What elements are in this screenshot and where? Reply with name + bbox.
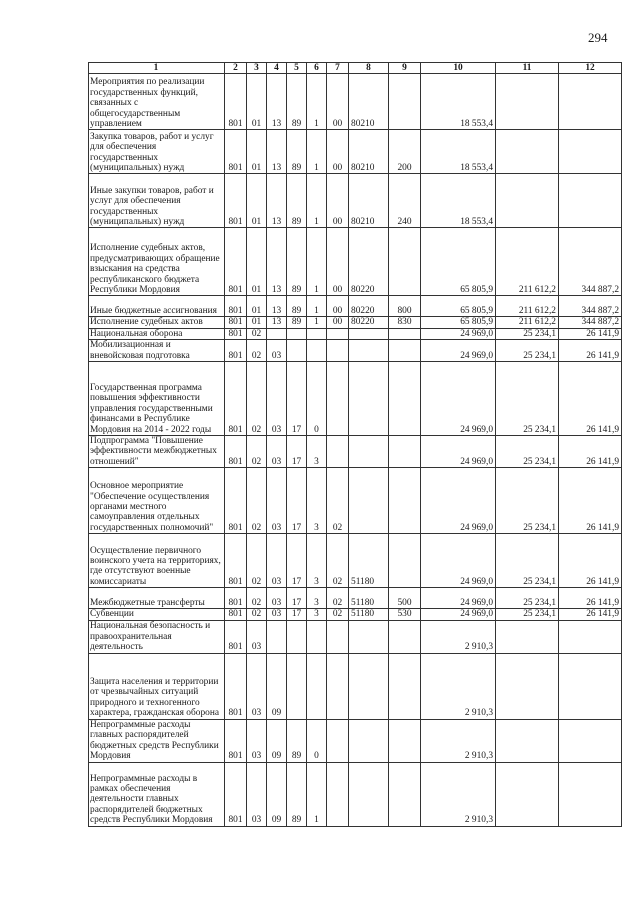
row-cell: 17: [287, 534, 307, 588]
row-cell: 09: [267, 653, 287, 719]
column-header-6: 6: [307, 63, 327, 74]
row-cell: 51180: [349, 609, 389, 620]
row-cell: [559, 620, 622, 653]
row-cell: [287, 328, 307, 339]
row-label: Национальная оборона: [89, 328, 225, 339]
row-cell: 24 969,0: [421, 534, 496, 588]
row-label: Подпрограмма "Повышение эффективности межбюджетных отношений": [89, 436, 225, 468]
row-cell: 26 141,9: [559, 340, 622, 362]
row-cell: 51180: [349, 534, 389, 588]
table-row: [89, 296, 622, 317]
row-cell: [559, 130, 622, 174]
row-cell: [267, 328, 287, 339]
row-cell: 801: [225, 130, 247, 174]
row-label: Мероприятия по реализации государственных функций, связанных с общегосударственным управлением: [89, 74, 225, 130]
row-cell: 13: [267, 130, 287, 174]
row-cell: 02: [327, 588, 349, 609]
row-cell: 13: [267, 296, 287, 317]
row-cell: [389, 534, 421, 588]
row-label: Закупка товаров, работ и услуг для обеспечения государственных (муниципальных) нужд: [89, 130, 225, 174]
row-cell: 801: [225, 620, 247, 653]
row-cell: 00: [327, 130, 349, 174]
row-cell: 25 234,1: [496, 340, 559, 362]
row-cell: 02: [327, 534, 349, 588]
row-cell: 13: [267, 228, 287, 296]
row-cell: 01: [247, 74, 267, 130]
row-cell: 00: [327, 174, 349, 228]
budget-table-body: [89, 63, 622, 827]
row-cell: 500: [389, 588, 421, 609]
row-cell: 1: [307, 762, 327, 826]
row-cell: 26 141,9: [559, 328, 622, 339]
row-cell: 65 805,9: [421, 228, 496, 296]
column-header-11: 11: [496, 63, 559, 74]
row-cell: 03: [247, 653, 267, 719]
row-cell: [307, 340, 327, 362]
row-cell: 17: [287, 436, 307, 468]
row-cell: [496, 174, 559, 228]
table-row: [89, 317, 622, 328]
row-cell: 01: [247, 296, 267, 317]
row-cell: 801: [225, 296, 247, 317]
row-cell: [389, 228, 421, 296]
row-cell: [307, 328, 327, 339]
row-cell: 25 234,1: [496, 534, 559, 588]
row-cell: 26 141,9: [559, 609, 622, 620]
row-cell: 801: [225, 228, 247, 296]
row-cell: [327, 762, 349, 826]
row-cell: 344 887,2: [559, 228, 622, 296]
row-cell: 17: [287, 588, 307, 609]
row-cell: [389, 362, 421, 436]
row-cell: 801: [225, 588, 247, 609]
row-cell: 211 612,2: [496, 296, 559, 317]
row-cell: 03: [267, 436, 287, 468]
row-cell: 02: [247, 468, 267, 534]
row-cell: [389, 762, 421, 826]
row-cell: [559, 762, 622, 826]
row-cell: 00: [327, 296, 349, 317]
row-cell: 26 141,9: [559, 534, 622, 588]
row-cell: 26 141,9: [559, 588, 622, 609]
row-cell: [559, 719, 622, 762]
row-cell: 2 910,3: [421, 762, 496, 826]
table-row: [89, 340, 622, 362]
page-number: 294: [588, 30, 608, 45]
row-cell: [327, 719, 349, 762]
row-label: Мобилизационная и вневойсковая подготовка: [89, 340, 225, 362]
row-cell: [496, 620, 559, 653]
row-cell: 09: [267, 762, 287, 826]
row-cell: 1: [307, 174, 327, 228]
row-label: Осуществление первичного воинского учета на территориях, где отсутствуют военные комиссариаты: [89, 534, 225, 588]
row-cell: 2 910,3: [421, 653, 496, 719]
row-cell: [327, 328, 349, 339]
row-cell: 1: [307, 317, 327, 328]
row-cell: 1: [307, 228, 327, 296]
row-cell: 25 234,1: [496, 468, 559, 534]
row-cell: [287, 620, 307, 653]
row-cell: [496, 653, 559, 719]
row-label: Защита населения и территории от чрезвычайных ситуаций природного и техногенного характера, гражданская оборона: [89, 653, 225, 719]
row-cell: 02: [247, 534, 267, 588]
row-cell: 17: [287, 609, 307, 620]
table-row: [89, 436, 622, 468]
row-cell: [389, 74, 421, 130]
row-cell: 24 969,0: [421, 609, 496, 620]
row-cell: 00: [327, 228, 349, 296]
row-cell: [327, 362, 349, 436]
row-cell: [349, 719, 389, 762]
column-header-7: 7: [327, 63, 349, 74]
row-cell: 13: [267, 74, 287, 130]
row-cell: 13: [267, 174, 287, 228]
row-cell: 25 234,1: [496, 436, 559, 468]
row-cell: 801: [225, 653, 247, 719]
table-row: [89, 468, 622, 534]
row-cell: 2 910,3: [421, 719, 496, 762]
table-row: [89, 620, 622, 653]
row-cell: 801: [225, 534, 247, 588]
column-header-4: 4: [267, 63, 287, 74]
row-cell: 25 234,1: [496, 328, 559, 339]
row-cell: 24 969,0: [421, 328, 496, 339]
row-cell: 65 805,9: [421, 317, 496, 328]
row-cell: 801: [225, 328, 247, 339]
row-label: Основное мероприятие "Обеспечение осуществления органами местного самоуправления отдельных государственных полномочий": [89, 468, 225, 534]
row-cell: 801: [225, 317, 247, 328]
row-cell: 80210: [349, 174, 389, 228]
row-cell: 801: [225, 340, 247, 362]
row-cell: [496, 762, 559, 826]
row-cell: 02: [247, 609, 267, 620]
row-cell: 03: [267, 362, 287, 436]
row-cell: 26 141,9: [559, 436, 622, 468]
row-cell: [287, 653, 307, 719]
row-cell: 89: [287, 228, 307, 296]
row-cell: 17: [287, 468, 307, 534]
row-cell: 02: [247, 436, 267, 468]
row-cell: [496, 74, 559, 130]
table-header-row: [89, 63, 622, 74]
row-cell: 89: [287, 317, 307, 328]
row-cell: 03: [267, 609, 287, 620]
row-cell: 3: [307, 588, 327, 609]
row-cell: [349, 620, 389, 653]
row-cell: 0: [307, 719, 327, 762]
column-header-2: 2: [225, 63, 247, 74]
row-cell: 344 887,2: [559, 296, 622, 317]
row-cell: 801: [225, 719, 247, 762]
row-label: Исполнение судебных актов, предусматривающих обращение взыскания на средства республиканского бюджета Республики Мордовия: [89, 228, 225, 296]
row-cell: 03: [247, 762, 267, 826]
row-cell: 240: [389, 174, 421, 228]
row-cell: [389, 653, 421, 719]
row-cell: 801: [225, 609, 247, 620]
row-cell: 80210: [349, 130, 389, 174]
budget-table: [88, 62, 622, 827]
row-cell: 18 553,4: [421, 174, 496, 228]
row-cell: 1: [307, 296, 327, 317]
row-cell: [496, 719, 559, 762]
row-cell: 200: [389, 130, 421, 174]
row-cell: 09: [267, 719, 287, 762]
row-cell: 01: [247, 317, 267, 328]
row-cell: 00: [327, 317, 349, 328]
row-label: Межбюджетные трансферты: [89, 588, 225, 609]
row-cell: 26 141,9: [559, 362, 622, 436]
row-cell: [327, 340, 349, 362]
row-cell: 80220: [349, 296, 389, 317]
table-row: [89, 362, 622, 436]
row-cell: 03: [247, 620, 267, 653]
row-cell: [389, 436, 421, 468]
column-header-9: 9: [389, 63, 421, 74]
row-cell: 24 969,0: [421, 436, 496, 468]
table-row: [89, 130, 622, 174]
row-cell: 89: [287, 74, 307, 130]
row-cell: 2 910,3: [421, 620, 496, 653]
row-label: Субвенции: [89, 609, 225, 620]
row-cell: 3: [307, 468, 327, 534]
row-cell: [349, 340, 389, 362]
row-cell: [559, 74, 622, 130]
row-cell: 3: [307, 609, 327, 620]
row-cell: [267, 620, 287, 653]
row-cell: 13: [267, 317, 287, 328]
row-cell: [389, 328, 421, 339]
row-cell: 01: [247, 228, 267, 296]
row-cell: 24 969,0: [421, 468, 496, 534]
table-row: [89, 174, 622, 228]
column-header-8: 8: [349, 63, 389, 74]
row-cell: 65 805,9: [421, 296, 496, 317]
row-cell: 89: [287, 719, 307, 762]
row-cell: 00: [327, 74, 349, 130]
table-row: [89, 228, 622, 296]
row-cell: [349, 653, 389, 719]
row-cell: 51180: [349, 588, 389, 609]
row-cell: [559, 174, 622, 228]
row-cell: 02: [247, 362, 267, 436]
row-cell: 89: [287, 296, 307, 317]
table-row: [89, 609, 622, 620]
row-cell: 03: [267, 534, 287, 588]
table-row: [89, 762, 622, 826]
row-cell: 18 553,4: [421, 74, 496, 130]
row-cell: [389, 340, 421, 362]
row-cell: 89: [287, 762, 307, 826]
row-cell: [559, 653, 622, 719]
row-cell: [349, 468, 389, 534]
row-cell: 03: [267, 340, 287, 362]
column-header-1: 1: [89, 63, 225, 74]
row-cell: 344 887,2: [559, 317, 622, 328]
row-label: Исполнение судебных актов: [89, 317, 225, 328]
row-cell: [349, 436, 389, 468]
row-cell: 800: [389, 296, 421, 317]
row-cell: 830: [389, 317, 421, 328]
row-cell: 1: [307, 74, 327, 130]
row-cell: [496, 130, 559, 174]
row-cell: 01: [247, 130, 267, 174]
row-cell: [327, 653, 349, 719]
row-cell: [349, 362, 389, 436]
row-cell: 24 969,0: [421, 588, 496, 609]
row-cell: 801: [225, 362, 247, 436]
row-cell: 89: [287, 130, 307, 174]
table-row: [89, 653, 622, 719]
row-cell: 01: [247, 174, 267, 228]
row-cell: [349, 328, 389, 339]
row-cell: [389, 468, 421, 534]
row-cell: 25 234,1: [496, 588, 559, 609]
row-cell: 03: [267, 468, 287, 534]
row-cell: 801: [225, 436, 247, 468]
row-cell: 0: [307, 362, 327, 436]
row-cell: 801: [225, 174, 247, 228]
row-cell: [349, 762, 389, 826]
row-cell: 3: [307, 436, 327, 468]
column-header-3: 3: [247, 63, 267, 74]
row-cell: 80220: [349, 317, 389, 328]
row-cell: [307, 620, 327, 653]
row-cell: 24 969,0: [421, 340, 496, 362]
row-cell: 02: [247, 588, 267, 609]
column-header-10: 10: [421, 63, 496, 74]
row-cell: 80220: [349, 228, 389, 296]
row-cell: [287, 340, 307, 362]
row-cell: 02: [247, 328, 267, 339]
row-label: Национальная безопасность и правоохранительная деятельность: [89, 620, 225, 653]
row-cell: [389, 719, 421, 762]
row-cell: [307, 653, 327, 719]
row-cell: 1: [307, 130, 327, 174]
row-label: Государственная программа повышения эффективности управления государственными финансами в Республике Мордовия на 2014 - 2022 годы: [89, 362, 225, 436]
row-cell: 211 612,2: [496, 317, 559, 328]
row-cell: 17: [287, 362, 307, 436]
row-cell: 801: [225, 762, 247, 826]
row-label: Иные бюджетные ассигнования: [89, 296, 225, 317]
table-row: [89, 534, 622, 588]
row-cell: 89: [287, 174, 307, 228]
row-cell: 24 969,0: [421, 362, 496, 436]
row-cell: [327, 436, 349, 468]
row-cell: 211 612,2: [496, 228, 559, 296]
row-cell: 25 234,1: [496, 609, 559, 620]
table-row: [89, 588, 622, 609]
row-label: Непрограммные расходы главных распорядителей бюджетных средств Республики Мордовия: [89, 719, 225, 762]
row-cell: 03: [267, 588, 287, 609]
row-label: Непрограммные расходы в рамках обеспечения деятельности главных распорядителей бюджетных средств Республики Мордовия: [89, 762, 225, 826]
row-cell: 801: [225, 74, 247, 130]
row-cell: 530: [389, 609, 421, 620]
row-cell: 801: [225, 468, 247, 534]
row-cell: 02: [327, 609, 349, 620]
table-row: [89, 328, 622, 339]
row-cell: 26 141,9: [559, 468, 622, 534]
table-row: [89, 719, 622, 762]
table-row: [89, 74, 622, 130]
row-cell: [327, 620, 349, 653]
column-header-5: 5: [287, 63, 307, 74]
row-label: Иные закупки товаров, работ и услуг для обеспечения государственных (муниципальных) нужд: [89, 174, 225, 228]
row-cell: 02: [327, 468, 349, 534]
row-cell: 25 234,1: [496, 362, 559, 436]
row-cell: [389, 620, 421, 653]
row-cell: 18 553,4: [421, 130, 496, 174]
row-cell: 80210: [349, 74, 389, 130]
column-header-12: 12: [559, 63, 622, 74]
row-cell: 02: [247, 340, 267, 362]
row-cell: 3: [307, 534, 327, 588]
row-cell: 03: [247, 719, 267, 762]
